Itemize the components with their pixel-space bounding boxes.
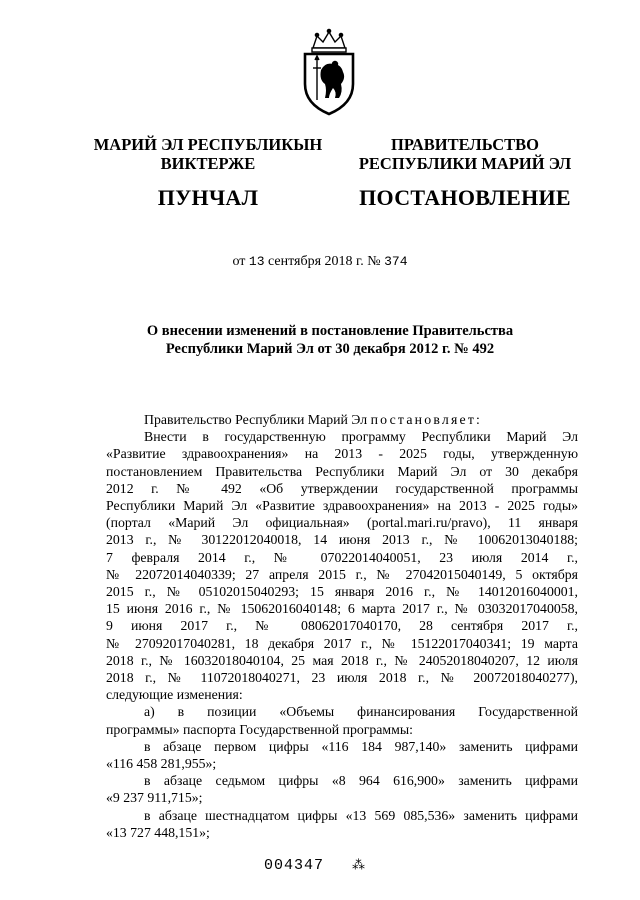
body-line: постановлением Правительства Республики Марий Эл от 30 декабря [106,463,578,479]
document-dateline [0,254,640,270]
header-left-block [88,135,328,211]
body-line: программы» паспорта Государственной программы: [106,721,413,737]
body-line: (портал «Марий Эл официальная» (portal.mari.ru/pravo), 11 января [106,515,578,531]
header-left-line2: ВИКТЕРЖЕ [160,154,256,173]
body-line: 2013 г., № 30122012040018, 14 июня 2013 г., № 10062013040188; [106,532,578,548]
dateline-number-sign: № [367,254,381,269]
header-right-block [345,135,585,211]
body-line: 15 июня 2016 г., № 15062016040148; 6 марта 2017 г., № 03032017040058, [106,601,578,617]
body-line: «13 727 448,151»; [106,824,210,840]
body-line: 7 февраля 2014 г., № 07022014040051, 23 июля 2014 г., [106,549,578,565]
title-line-1: О внесении изменений в постановление Правительства [146,323,514,339]
header-left-line1: МАРИЙ ЭЛ РЕСПУБЛИКЫН [93,135,323,154]
footer-mark: ⁂ [352,858,367,873]
document-body [106,411,578,841]
body-paragraph-intro [106,411,578,428]
body-paragraph-main [106,428,578,703]
body-paragraph-sixteenth-abzac [106,807,578,841]
dateline-number: 374 [384,254,408,269]
dateline-day: 13 [248,254,265,269]
document-title [100,322,560,358]
body-line: 2015 г., № 05102015040293; 15 января 2016 г., № 14012016040001, [106,584,578,600]
body-line: «116 458 281,955»; [106,756,217,772]
body-line: Республики Марий Эл «Развитие здравоохранения» на 2013 - 2025 годы» [106,498,578,514]
body-line: № 22072014040339; 27 апреля 2015 г., № 27042015040149, 5 октября [106,566,578,582]
body-line: 9 июня 2017 г., № 08062017040170, 28 сентября 2017 г., [106,618,578,634]
document-footer [264,857,366,874]
header-right-doc-type: ПОСТАНОВЛЕНИЕ [359,185,571,210]
dateline-month-year: сентября 2018 г. [268,254,364,269]
crown-icon [312,29,346,52]
body-paragraph-a [106,703,578,737]
body-paragraph-first-abzac [106,738,578,772]
body-paragraph-seventh-abzac [106,772,578,806]
body-line: № 27092017040281, 18 декабря 2017 г., № 15122017040341; 19 марта [106,635,578,651]
body-line: а) в позиции «Объемы финансирования Государственной [144,704,578,720]
body-line: «Развитие здравоохранения» на 2013 - 2025 годы, утвержденную [106,446,578,462]
body-line: «9 237 911,715»; [106,790,203,806]
coat-of-arms-icon [299,28,359,116]
body-line: следующие изменения: [106,687,243,703]
header-right-line1: ПРАВИТЕЛЬСТВО [391,135,539,154]
header-right-line2: РЕСПУБЛИКИ МАРИЙ ЭЛ [358,154,572,173]
serial-number: 004347 [264,857,325,874]
body-line: 2012 г. № 492 «Об утверждении государственной программы [106,480,578,496]
body-line: в абзаце седьмом цифры «8 964 616,900» заменить цифрами [144,773,578,789]
header-left-doc-type: ПУНЧАЛ [157,185,259,210]
body-line: в абзаце первом цифры «116 184 987,140» заменить цифрами [144,738,578,754]
body-line: в абзаце шестнадцатом цифры «13 569 085,536» заменить цифрами [144,807,578,823]
body-line: 2018 г., № 11072018040271, 23 июля 2018 г., № 20072018040277), [106,670,578,686]
intro-text: Правительство Республики Марий Эл [144,412,368,427]
title-line-2: Республики Марий Эл от 30 декабря 2012 г. № 492 [165,341,495,357]
intro-verb: постановляет: [370,412,483,427]
body-line: 2018 г., № 16032018040104, 25 мая 2018 г., № 24052018040207, 12 июля [106,652,578,668]
dateline-prefix: от [232,254,246,269]
body-line: Внести в государственную программу Республики Марий Эл [144,429,578,445]
